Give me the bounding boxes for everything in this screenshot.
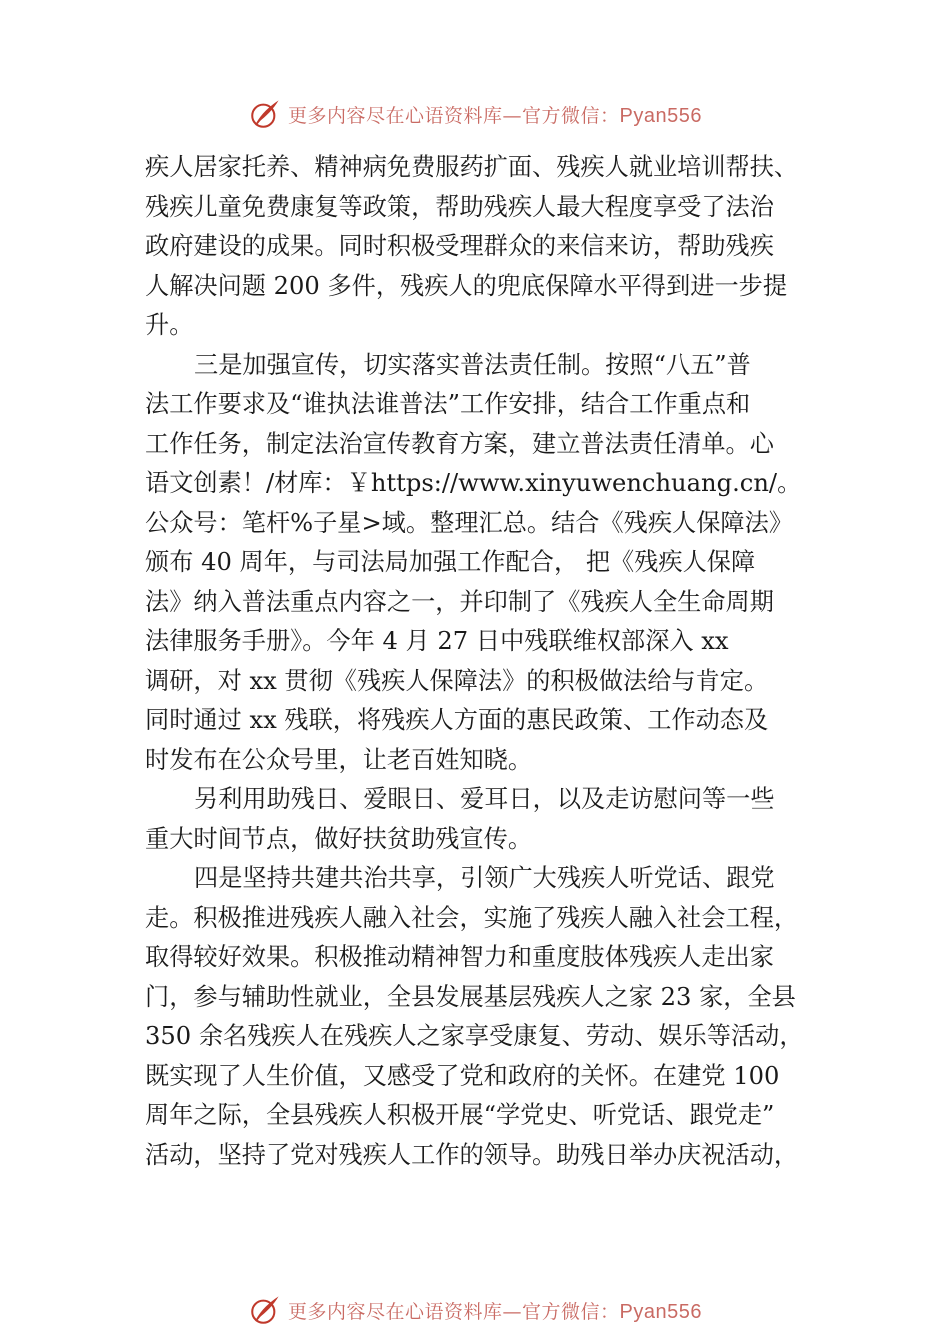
text-line: 四是坚持共建共治共享，引领广大残疾人听党话、跟党 [194, 864, 775, 892]
header-banner-handle: Pyan556 [619, 104, 702, 127]
text-line: 走。积极推进残疾人融入社会，实施了残疾人融入社会工程， [145, 903, 799, 932]
text-line: 人解决问题 200 多件，残疾人的兜底保障水平得到进一步提 [145, 271, 788, 300]
text-line: 重大时间节点，做好扶贫助残宣传。 [145, 824, 533, 853]
text-line: 调研，对 xx 贯彻《残疾人保障法》的积极做法给与肯定。 [145, 666, 769, 695]
text-line: 门，参与辅助性就业，全县发展基层残疾人之家 23 家，全县 [145, 982, 796, 1011]
text-line: 疾人居家托养、精神病免费服药扩面、残疾人就业培训帮扶、 [145, 153, 799, 181]
text-line: 另利用助残日、爱眼日、爱耳日，以及走访慰问等一些 [194, 785, 775, 813]
text-line: 活动，坚持了党对残疾人工作的领导。助残日举办庆祝活动， [145, 1140, 799, 1169]
footer-banner [0, 1288, 950, 1332]
header-banner [0, 92, 950, 136]
footer-banner-text [288, 1297, 702, 1324]
text-line: 残疾儿童免费康复等政策，帮助残疾人最大程度享受了法治 [145, 192, 774, 221]
text-line: 法律服务手册》。今年 4 月 27 日中残联维权部深入 xx [145, 627, 729, 655]
text-line: 法》纳入普法重点内容之一，并印制了《残疾人全生命周期 [145, 587, 774, 616]
text-line: 语文创素！/材库：￥https://www.xinyuwenchuang.cn/。 [145, 469, 802, 497]
header-banner-text [288, 101, 702, 128]
text-line: 取得较好效果。积极推动精神智力和重度肢体残疾人走出家 [145, 943, 774, 971]
footer-banner-prefix: 更多内容尽在心语资料库—官方微信： [288, 1300, 620, 1323]
text-line: 既实现了人生价值，又感受了党和政府的关怀。在建党 100 [145, 1061, 780, 1090]
quill-logo-icon [248, 1293, 282, 1327]
text-line: 公众号：笔杆%子星>域。整理汇总。结合《残疾人保障法》 [145, 508, 793, 537]
text-line: 升。 [145, 311, 194, 339]
document-body [145, 148, 815, 1175]
text-line: 三是加强宣传，切实落实普法责任制。按照“八五”普 [194, 350, 751, 379]
text-line: 同时通过 xx 残联，将残疾人方面的惠民政策、工作动态及 [145, 706, 769, 734]
text-line: 颁布 40 周年，与司法局加强工作配合， 把《残疾人保障 [145, 548, 756, 576]
text-line: 政府建设的成果。同时积极受理群众的来信来访，帮助残疾 [145, 232, 774, 260]
header-banner-prefix: 更多内容尽在心语资料库—官方微信： [288, 104, 620, 127]
text-line: 周年之际，全县残疾人积极开展“学党史、听党话、跟党走” [145, 1101, 775, 1129]
text-line: 工作任务，制定法治宣传教育方案，建立普法责任清单。心 [145, 429, 774, 458]
quill-logo-icon [248, 97, 282, 131]
text-line: 时发布在公众号里，让老百姓知晓。 [145, 745, 533, 774]
text-line: 法工作要求及“谁执法谁普法”工作安排，结合工作重点和 [145, 390, 751, 418]
text-line: 350 余名残疾人在残疾人之家享受康复、劳动、娱乐等活动， [145, 1022, 804, 1050]
footer-banner-handle: Pyan556 [619, 1300, 702, 1323]
